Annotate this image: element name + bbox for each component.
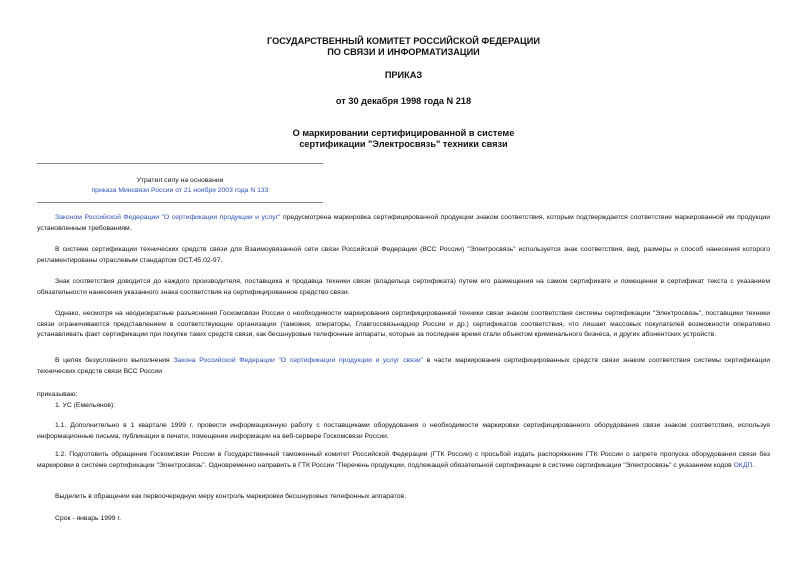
- paragraph-1: [37, 213, 770, 234]
- law-link-1[interactable]: Законом Российской Федерации "О сертификации продукции и услуг": [55, 214, 281, 221]
- item-1-2-note: Выделить в обращении как первоочередную меру контроль маркировки бесшнуровых телефонных аппаратов.: [55, 493, 406, 500]
- paragraph-1-text: предусмотрена маркировка сертифицированной продукции знаком соответствия, которым подтверждается соответствие маркированной им продукции установленным требованиям.: [37, 214, 770, 232]
- document-title-line2: сертификации "Электросвязь" техники связи: [299, 139, 508, 149]
- paragraph-3: Знак соответствия доводится до каждого производителя, поставщика и продавца техники связи (владельца сертификата) путем его размещения на самом сертификате и помещении в сертификат текста с указанием обязательности нанесения указанного знака соответствия на сертифицированное средство связи.: [37, 278, 770, 296]
- paragraph-5: [37, 356, 770, 377]
- item-1: 1. УС (Емельянов):: [55, 402, 116, 409]
- repeal-order-link[interactable]: приказа Минсвязи России от 21 ноября 2003 года N 133: [91, 187, 269, 194]
- committee-name-line2: ПО СВЯЗИ И ИНФОРМАТИЗАЦИИ: [327, 47, 480, 57]
- item-1-1: 1.1. Дополнительно в 1 квартале 1999 г. провести информационную работу с поставщиками оборудования о необходимости маркировки сертифицированного оборудования связи знаком соответствия, используя информационные письма, публикации в печати, помещение информации на веб-сервере Госкомсвязи России.: [37, 422, 770, 440]
- paragraph-4: Однако, несмотря на неоднократные разъяснения Госкомсвязи России о необходимости маркирования сертифицированной техники связи знаком соответствия системы сертификации "Электросвязь", поставщики техники связи ограничиваются представлением в соответствующие организации (таможня, операторы, Главгоссвязьнадзор России и др.) сертификатов соответствия, что лишает массовых покупателей возможности оперативно устанавливать факт сертификации при покупке таких средств связи, как бесшнуровые телефонные аппараты, которые за последнее время стали объектом криминального бизнеса, и других абонентских устройств.: [37, 310, 770, 338]
- document-date-number: от 30 декабря 1998 года N 218: [335, 96, 472, 106]
- repeal-notice-link-line: [37, 186, 323, 195]
- item-1-2-pre: 1.2. Подготовить обращение Госкомсвязи России в Государственный таможенный комитет Российской Федерации (ГТК России) с просьбой издать распоряжение ГТК России о запрете пропуска оборудования связи без маркировки в системе сертификации "Электросвязь". Одновременно направить в ГТК России "Перечень продукции, подлежащей обязательной сертификации в системе сертификации "Электросвязь" с указанием кодов: [37, 451, 770, 469]
- paragraph-5-post: в части маркирования сертифицированных средств связи знаком соответствия системы сертификации технических средств связи ВСС России: [37, 357, 770, 375]
- okdp-link[interactable]: ОКДП: [733, 461, 753, 469]
- document-type: ПРИКАЗ: [384, 70, 423, 80]
- committee-name-line1: ГОСУДАРСТВЕННЫЙ КОМИТЕТ РОССИЙСКОЙ ФЕДЕРАЦИИ: [267, 36, 540, 46]
- top-divider: [37, 163, 323, 164]
- repeal-notice: Утратил силу на основании: [136, 177, 224, 184]
- order-word: приказываю:: [37, 391, 78, 398]
- item-1-2: [37, 450, 770, 471]
- law-link-2[interactable]: Закона Российской Федерации "О сертификации продукции и услуг связи": [173, 357, 424, 364]
- item-1-2-post: .: [752, 461, 755, 469]
- deadline: Срок - январь 1999 г.: [55, 515, 121, 522]
- paragraph-2: В системе сертификации технических средств связи для Взаимоувязанной сети связи Российской Федерации (ВСС России) "Электросвязь" используется знак соответствия, вид, размеры и способ нанесения которого регламентированы отраслевым стандартом ОСТ.45.02-97.: [37, 246, 770, 264]
- bottom-divider: [37, 202, 323, 203]
- document-title-line1: О маркировании сертифицированной в системе: [292, 128, 515, 138]
- paragraph-5-pre: В целях безусловного выполнения: [55, 357, 174, 364]
